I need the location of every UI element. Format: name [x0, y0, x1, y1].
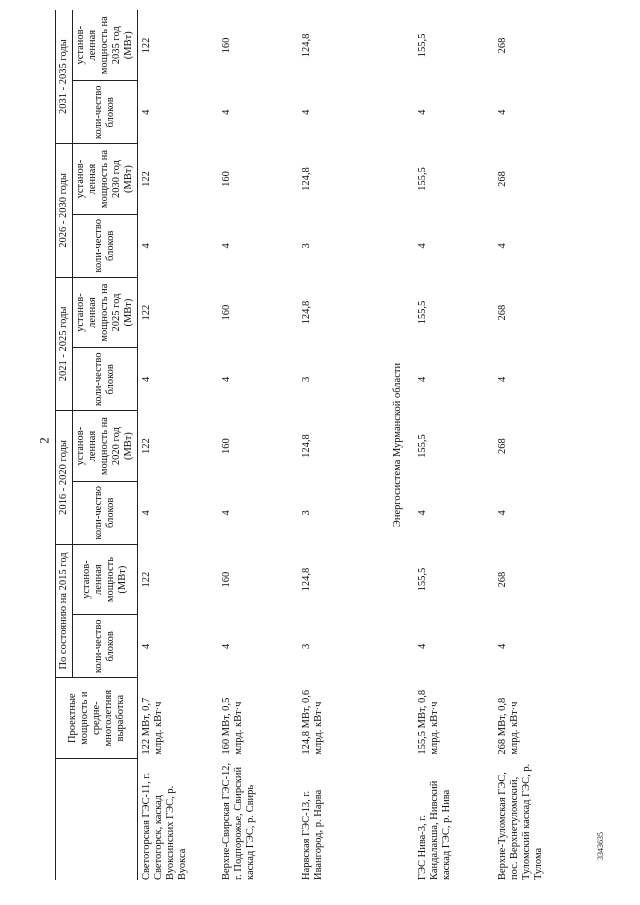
capacity-cell: 124,8 [301, 434, 312, 458]
plant-project-capacity: 160 МВт, 0,5 млрд. кВт·ч [221, 697, 244, 755]
header-capacity: установ-ленная мощность на 2020 год (МВт) [73, 411, 138, 482]
block-count-cell: 4 [221, 376, 232, 382]
block-count-cell: 4 [221, 109, 232, 115]
plant-name: Верхне-Свирская ГЭС-12, г. Подпорожье, Свирский каскад ГЭС, р. Свирь [221, 762, 256, 880]
plant-project-capacity: 124,8 МВт, 0,6 млрд. кВт·ч [301, 689, 324, 755]
header-row-periods [56, 10, 73, 880]
capacity-cell: 155,5 [417, 434, 428, 458]
table-row [298, 10, 378, 880]
header-period-2031-2035: 2031 - 2035 годы [56, 10, 73, 144]
capacity-cell: 268 [497, 438, 508, 454]
block-count-cell: 4 [301, 109, 312, 115]
capacity-cell: 122 [141, 171, 152, 187]
block-count-cell: 4 [497, 510, 508, 516]
block-count-cell: 4 [141, 643, 152, 649]
capacity-cell: 124,8 [301, 300, 312, 325]
block-count-cell: 4 [497, 109, 508, 115]
header-period-2026-2030: 2026 - 2030 годы [56, 144, 73, 278]
block-count-cell: 3 [301, 643, 312, 649]
rotated-table-container [55, 10, 555, 880]
block-count-cell: 4 [417, 643, 428, 649]
capacity-cell: 160 [221, 438, 232, 454]
header-count: коли-чество блоков [73, 214, 138, 277]
plant-name: Верхне-Туломская ГЭС, пос. Верхнетуломский, Туломский каскад ГЭС, р. Тулома [497, 763, 544, 880]
capacity-cell: 155,5 [417, 567, 428, 592]
plant-project-capacity: 155,5 МВт, 0,8 млрд. кВт·ч [417, 689, 440, 755]
capacity-cell: 122 [141, 571, 152, 588]
block-count-cell: 3 [301, 376, 312, 382]
capacity-cell: 268 [497, 571, 508, 588]
table-body-group-2 [414, 10, 574, 880]
section-row [378, 10, 414, 880]
block-count-cell: 4 [141, 243, 152, 249]
header-count: коли-чество блоков [73, 348, 138, 411]
block-count-cell: 4 [221, 243, 232, 249]
table-row [218, 10, 298, 880]
capacity-cell: 268 [497, 37, 508, 54]
table-row [138, 10, 219, 880]
header-capacity: установ-ленная мощность на 2025 год (МВт) [73, 277, 138, 348]
header-blank [56, 759, 138, 880]
header-capacity: установ-ленная мощность (МВт) [73, 544, 138, 615]
capacity-cell: 160 [221, 37, 232, 54]
capacity-cell: 124,8 [301, 167, 312, 191]
header-period-2015: По состоянию на 2015 год [56, 544, 73, 678]
header-count: коли-чество блоков [73, 615, 138, 678]
block-count-cell: 4 [141, 376, 152, 382]
block-count-cell: 4 [221, 643, 232, 649]
capacity-cell: 155,5 [417, 33, 428, 58]
header-project: Проектные мощность и средне-многолетняя выработка [56, 678, 138, 759]
capacity-cell: 124,8 [301, 33, 312, 58]
plant-project-capacity: 268 МВт, 0,8 млрд. кВт·ч [497, 697, 520, 755]
capacity-cell: 155,5 [417, 300, 428, 325]
header-period-2016-2020: 2016 - 2020 годы [56, 411, 73, 545]
block-count-cell: 4 [417, 109, 428, 115]
capacity-cell: 160 [221, 571, 232, 588]
header-count: коли-чество блоков [73, 81, 138, 144]
table-row [494, 10, 574, 880]
capacity-cell: 124,8 [301, 567, 312, 592]
block-count-cell: 4 [141, 510, 152, 516]
block-count-cell: 4 [497, 376, 508, 382]
plant-project-capacity: 122 МВт, 0,7 млрд. кВт·ч [141, 697, 164, 755]
capacity-cell: 160 [221, 171, 232, 187]
block-count-cell: 3 [301, 510, 312, 516]
block-count-cell: 4 [497, 243, 508, 249]
capacity-cell: 122 [141, 37, 152, 54]
header-count: коли-чество блоков [73, 481, 138, 544]
table-body-group-1 [138, 10, 379, 880]
section-title: Энергосистема Мурманской области [392, 362, 403, 528]
block-count-cell: 4 [417, 243, 428, 249]
power-plants-table [55, 10, 574, 880]
capacity-cell: 268 [497, 171, 508, 187]
block-count-cell: 4 [141, 109, 152, 115]
plant-name: Нарвская ГЭС-13, г. Ивангород, р. Нарва [301, 789, 324, 880]
block-count-cell: 4 [417, 376, 428, 382]
capacity-cell: 268 [497, 304, 508, 321]
header-capacity: установ-ленная мощность на 2035 год (МВт) [73, 10, 138, 81]
plant-name: Светогорская ГЭС-11, г. Светогорск, каскад Вуоксинских ГЭС, р. Вуокса [141, 772, 188, 880]
header-period-2021-2025: 2021 - 2025 годы [56, 277, 73, 411]
document-code: 3343635 [596, 832, 605, 860]
table-row [414, 10, 494, 880]
block-count-cell: 3 [301, 243, 312, 249]
block-count-cell: 4 [417, 510, 428, 516]
block-count-cell: 4 [221, 510, 232, 516]
capacity-cell: 122 [141, 438, 152, 454]
plant-name: ГЭС Нива-3, г. Кандалакша, Нивский каскад ГЭС, р. Нива [417, 780, 452, 880]
capacity-cell: 155,5 [417, 167, 428, 191]
page-number: 2 [36, 437, 52, 444]
header-capacity: установ-ленная мощность на 2030 год (МВт) [73, 144, 138, 215]
capacity-cell: 122 [141, 304, 152, 321]
capacity-cell: 160 [221, 304, 232, 321]
block-count-cell: 4 [497, 643, 508, 649]
